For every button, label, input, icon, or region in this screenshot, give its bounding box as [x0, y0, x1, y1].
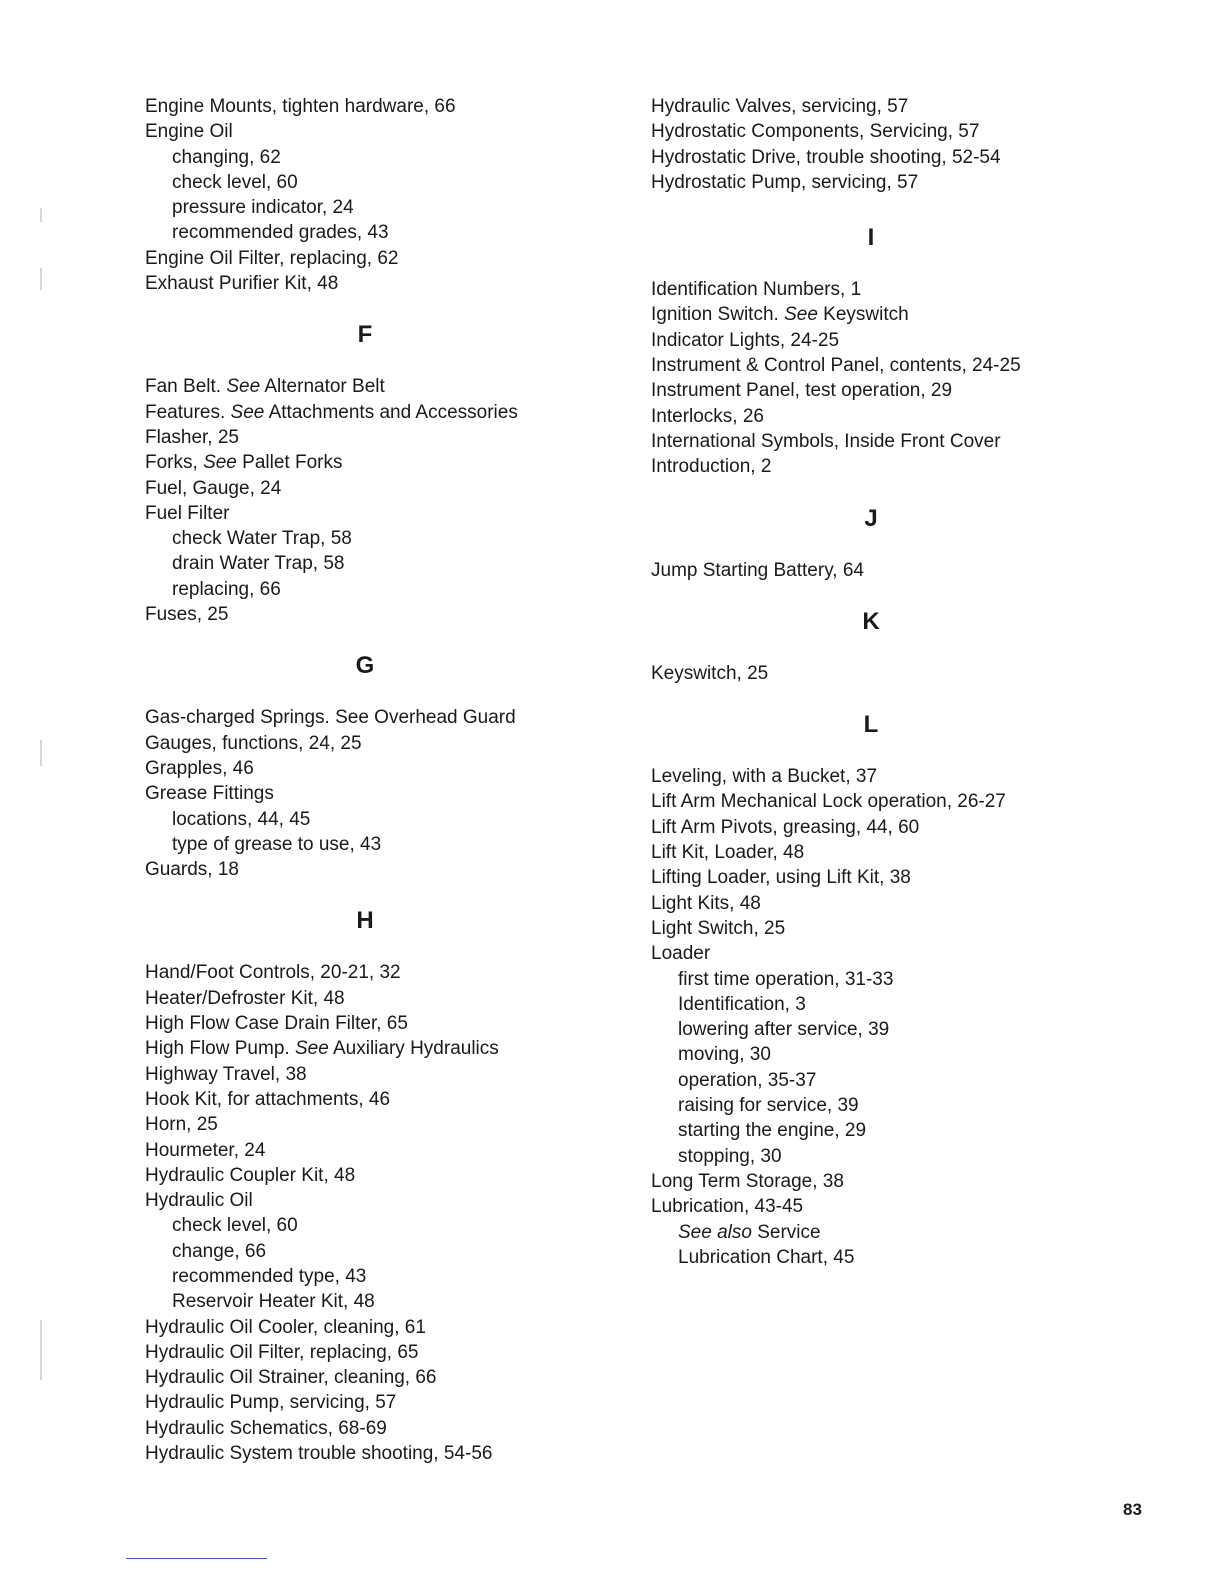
index-subentry: recommended type, 43 [172, 1265, 367, 1287]
index-entry: Grease Fittings [145, 783, 274, 805]
index-entry: International Symbols, Inside Front Cover [651, 430, 1001, 452]
index-entry: Lift Kit, Loader, 48 [651, 842, 805, 864]
scan-speck [40, 1320, 42, 1380]
index-subentry: first time operation, 31-33 [678, 968, 894, 990]
index-column-left [145, 94, 585, 1466]
index-entry: Gauges, functions, 24, 25 [145, 732, 362, 754]
index-entry: Engine Oil [145, 121, 233, 143]
index-entry: Hand/Foot Controls, 20-21, 32 [145, 962, 401, 984]
index-entry: Hydraulic Pump, servicing, 57 [145, 1392, 397, 1414]
index-entry: Highway Travel, 38 [145, 1063, 307, 1085]
index-entry: Exhaust Purifier Kit, 48 [145, 273, 339, 295]
index-entry: Horn, 25 [145, 1114, 218, 1136]
index-subentry: See also Service [678, 1221, 821, 1243]
section-letter-f: F [357, 321, 373, 349]
index-subentry: lowering after service, 39 [678, 1019, 890, 1041]
index-entry: Fan Belt. See Alternator Belt [145, 376, 385, 398]
index-entry: Hydrostatic Components, Servicing, 57 [651, 121, 980, 143]
bottom-rule [126, 1558, 267, 1559]
index-entry: Hydrostatic Pump, servicing, 57 [651, 171, 919, 193]
index-subentry: pressure indicator, 24 [172, 197, 354, 219]
index-subentry: locations, 44, 45 [172, 808, 311, 830]
index-entry: Fuel Filter [145, 502, 230, 524]
index-subentry: stopping, 30 [678, 1145, 782, 1167]
index-entry: Engine Mounts, tighten hardware, 66 [145, 96, 456, 117]
page-number: 83 [1123, 1500, 1142, 1519]
index-entry: Jump Starting Battery, 64 [651, 559, 864, 581]
scan-speck [40, 208, 42, 222]
index-subentry: replacing, 66 [172, 578, 281, 600]
index-entry: Flasher, 25 [145, 426, 239, 448]
index-entry: Instrument & Control Panel, contents, 24-25 [651, 355, 1021, 377]
index-entry: Hourmeter, 24 [145, 1139, 266, 1161]
index-entry: Fuel, Gauge, 24 [145, 477, 282, 499]
index-entry: Guards, 18 [145, 859, 239, 881]
index-subentry: operation, 35-37 [678, 1069, 817, 1091]
index-entry: Hydraulic Oil Filter, replacing, 65 [145, 1341, 419, 1363]
index-entry: Keyswitch, 25 [651, 662, 769, 684]
index-entry: Heater/Defroster Kit, 48 [145, 987, 345, 1009]
section-letter-g: G [355, 652, 375, 680]
index-entry: Lifting Loader, using Lift Kit, 38 [651, 867, 911, 889]
index-entry: Engine Oil Filter, replacing, 62 [145, 247, 399, 269]
section-letter-k: K [862, 607, 880, 635]
index-entry: Lift Arm Pivots, greasing, 44, 60 [651, 816, 920, 838]
index-entry: Light Switch, 25 [651, 917, 786, 939]
index-entry: Hook Kit, for attachments, 46 [145, 1088, 391, 1110]
index-subentry: type of grease to use, 43 [172, 833, 382, 855]
index-subentry: Lubrication Chart, 45 [678, 1246, 855, 1268]
index-subentry: check level, 60 [172, 171, 298, 193]
section-letter-j: J [864, 504, 878, 532]
index-subentry: drain Water Trap, 58 [172, 553, 345, 575]
index-subentry: Identification, 3 [678, 993, 806, 1015]
index-entry: Forks, See Pallet Forks [145, 452, 343, 474]
index-entry: High Flow Case Drain Filter, 65 [145, 1013, 408, 1035]
section-letter-h: H [356, 907, 374, 935]
index-entry: Hydraulic Coupler Kit, 48 [145, 1164, 356, 1186]
index-entry: Hydraulic Schematics, 68-69 [145, 1417, 387, 1439]
index-entry: Hydraulic Oil Strainer, cleaning, 66 [145, 1367, 437, 1389]
index-entry: Loader [651, 943, 711, 965]
index-subentry: starting the engine, 29 [678, 1120, 867, 1142]
index-subentry: raising for service, 39 [678, 1095, 859, 1117]
index-entry: Lubrication, 43-45 [651, 1196, 804, 1218]
index-entry: Long Term Storage, 38 [651, 1170, 844, 1192]
index-subentry: recommended grades, 43 [172, 222, 389, 244]
index-entry: Leveling, with a Bucket, 37 [651, 766, 878, 788]
index-entry: High Flow Pump. See Auxiliary Hydraulics [145, 1038, 499, 1060]
index-entry: Grapples, 46 [145, 757, 254, 779]
index-entry: Lift Arm Mechanical Lock operation, 26-27 [651, 791, 1006, 813]
index-subentry: moving, 30 [678, 1044, 771, 1066]
index-column-right [651, 94, 1091, 1270]
index-entry: Hydraulic Oil Cooler, cleaning, 61 [145, 1316, 426, 1338]
index-subentry: check level, 60 [172, 1215, 298, 1237]
index-entry: Hydraulic System trouble shooting, 54-56 [145, 1443, 493, 1465]
index-entry: Hydraulic Valves, servicing, 57 [651, 96, 909, 117]
index-entry: Instrument Panel, test operation, 29 [651, 380, 953, 402]
index-entry: Features. See Attachments and Accessories [145, 401, 518, 423]
index-entry: Fuses, 25 [145, 604, 229, 626]
index-subentry: Reservoir Heater Kit, 48 [172, 1291, 375, 1313]
index-entry: Ignition Switch. See Keyswitch [651, 304, 909, 326]
section-letter-l: L [863, 711, 879, 739]
index-entry: Hydraulic Oil [145, 1190, 253, 1212]
index-subentry: check Water Trap, 58 [172, 528, 352, 550]
index-entry: Introduction, 2 [651, 456, 772, 478]
index-entry: Interlocks, 26 [651, 405, 764, 427]
index-entry: Identification Numbers, 1 [651, 279, 862, 301]
index-entry: Indicator Lights, 24-25 [651, 329, 840, 351]
scan-speck [40, 268, 42, 290]
index-subentry: changing, 62 [172, 146, 281, 168]
scan-speck [40, 740, 42, 766]
section-letter-i: I [867, 224, 875, 252]
index-subentry: change, 66 [172, 1240, 267, 1262]
index-entry: Gas-charged Springs. See Overhead Guard [145, 707, 516, 729]
index-entry: Light Kits, 48 [651, 892, 761, 914]
index-entry: Hydrostatic Drive, trouble shooting, 52-54 [651, 146, 1001, 168]
